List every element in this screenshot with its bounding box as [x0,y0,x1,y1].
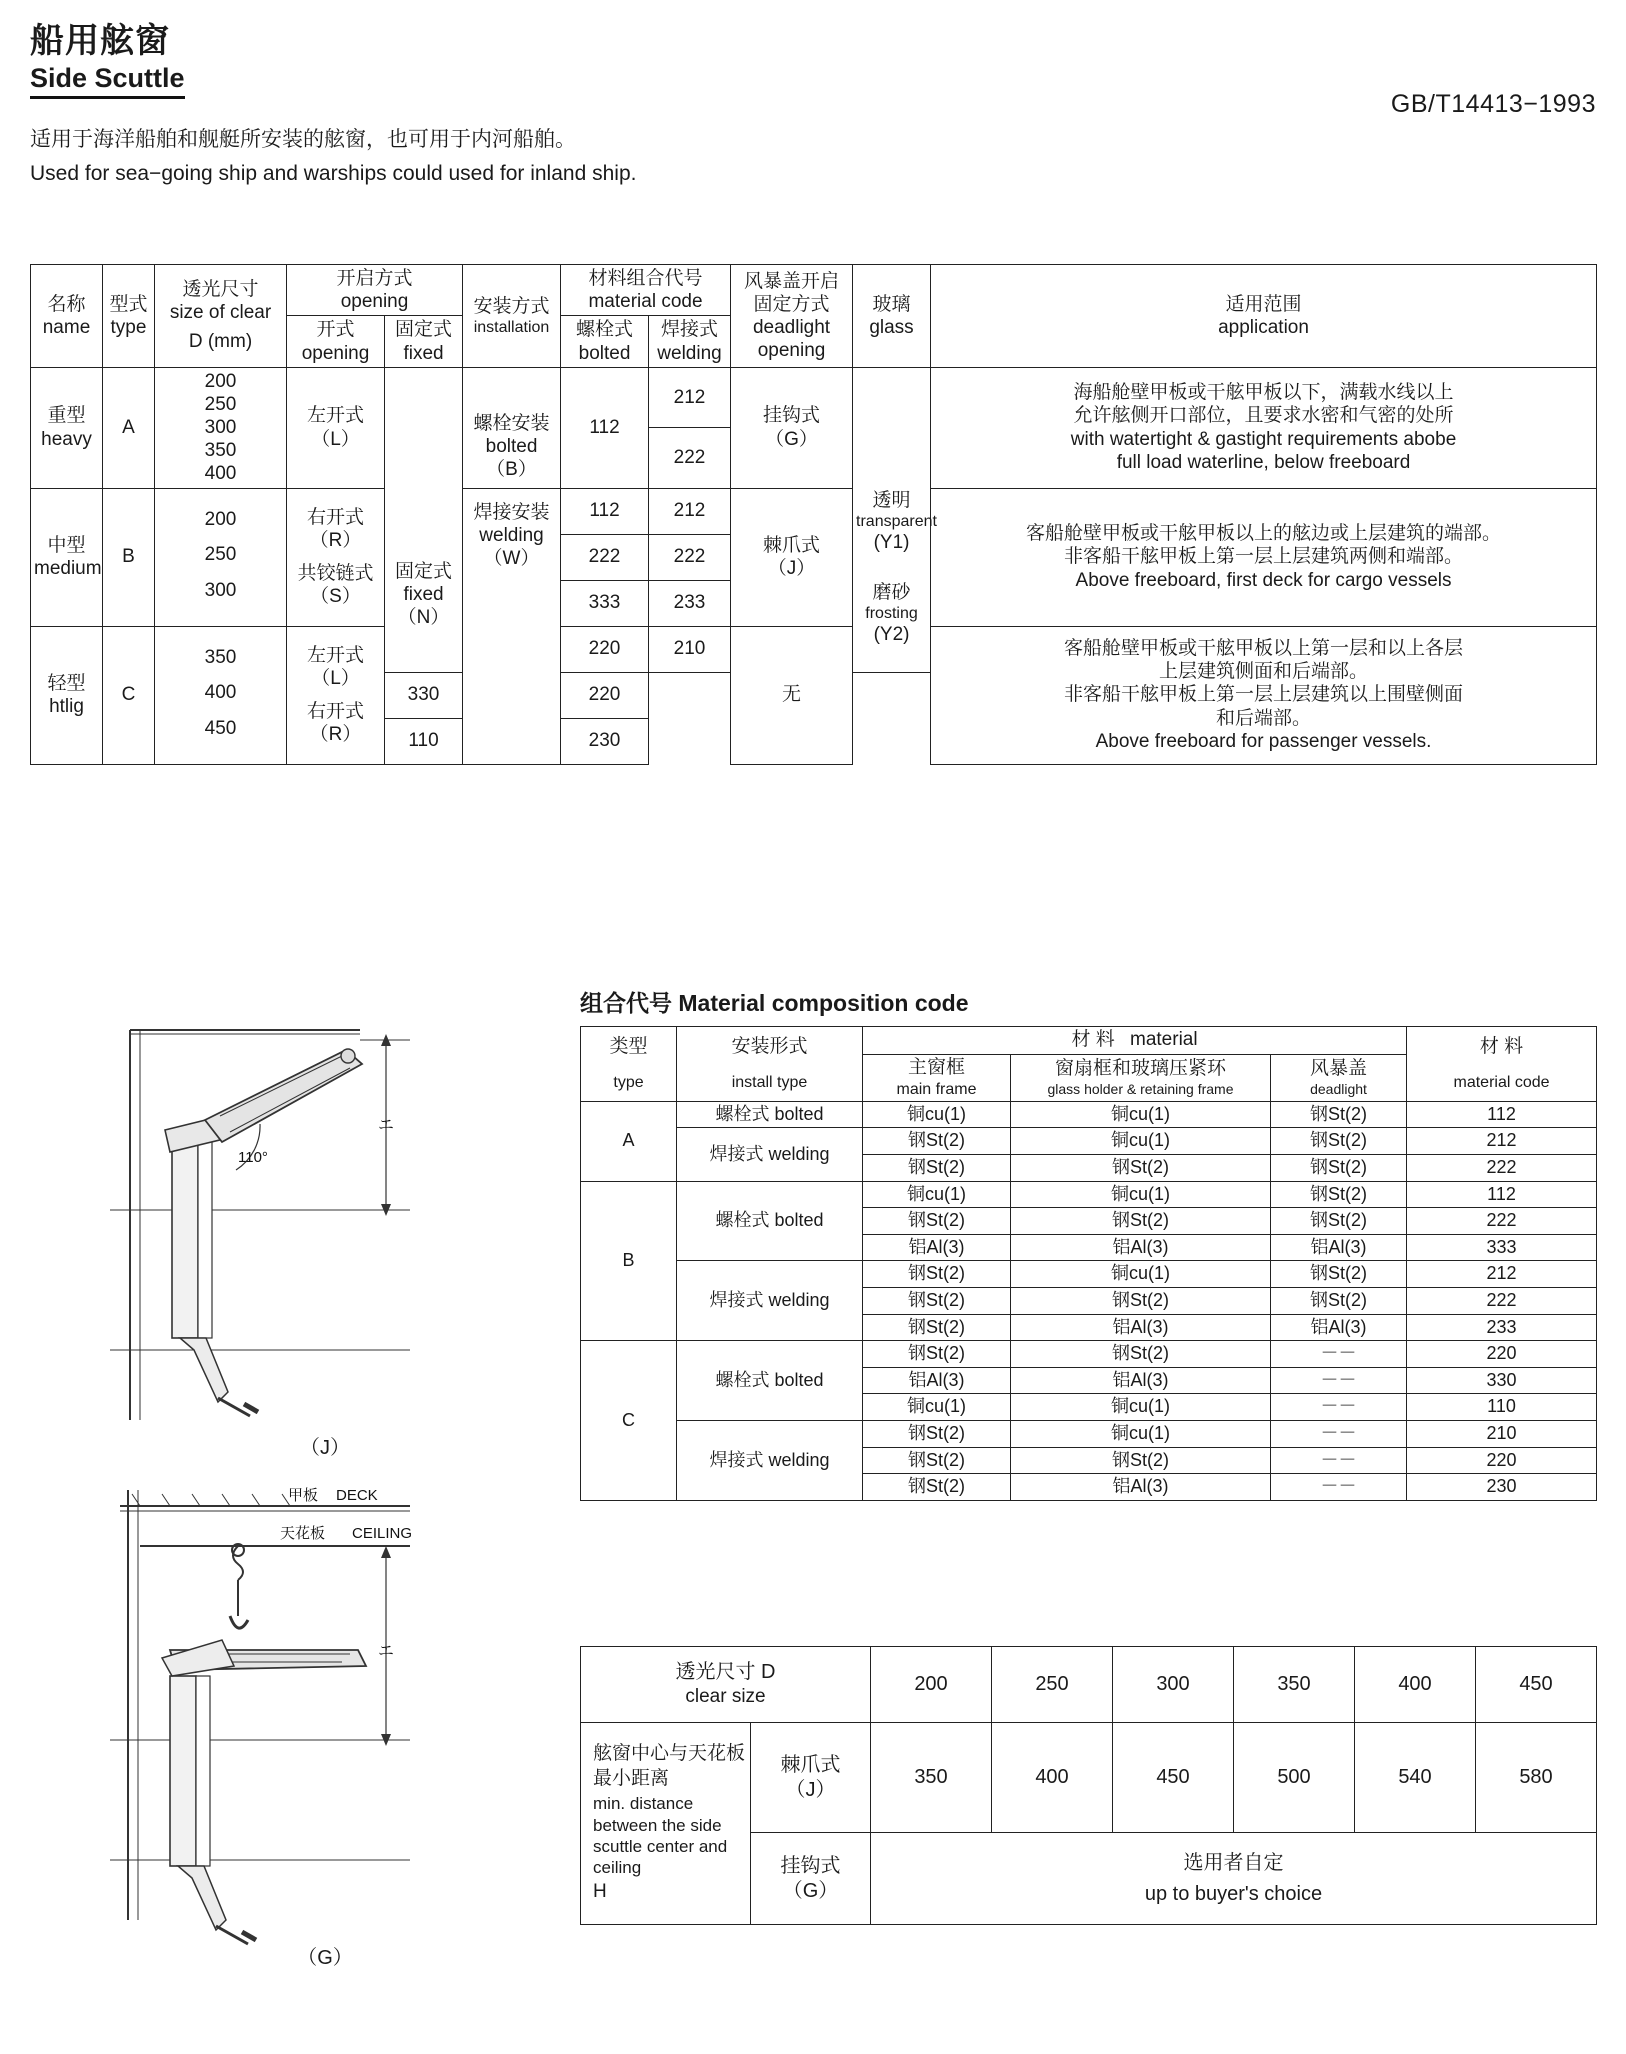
mcc-dead: －－ [1271,1394,1407,1421]
mcc-code: 112 [1407,1101,1597,1128]
cell-welding-code-b2: 222 [649,534,731,580]
mcc-dead: 钢St(2) [1271,1181,1407,1208]
cell-opening-fixed: 固定式 fixed （N） [385,367,463,672]
mcc-glass: 铝Al(3) [1011,1474,1271,1501]
th-deadlight: 风暴盖开启 固定方式 deadlight opening [731,265,853,368]
mcc-main: 钢St(2) [863,1314,1011,1341]
mcc-type-b: B [581,1181,677,1341]
table-row [31,367,1597,427]
mcc-main: 铜cu(1) [863,1181,1011,1208]
mcc-install-b-bolted: 螺栓式 bolted [677,1181,863,1261]
mcc-dead: 钢St(2) [1271,1128,1407,1155]
table-header-row [31,265,1597,316]
mcc-code: 230 [1407,1474,1597,1501]
mcc-th-type: 类型 type [581,1027,677,1102]
cell-bolted-code-b3: 333 [561,580,649,626]
cell-bolted-code-b2: 222 [561,534,649,580]
mcc-main: 铝Al(3) [863,1234,1011,1261]
cell-opening-left-right: 左开式 （L） 右开式 （R） [287,626,385,764]
cell-sizes-light: 350 400 450 [155,626,287,764]
table-row [31,626,1597,672]
mcc-dead: 钢St(2) [1271,1261,1407,1288]
deck-label-en: DECK [336,1487,378,1504]
mcc-dead: 铝Al(3) [1271,1314,1407,1341]
cell-name-medium: 中型 medium [31,488,103,626]
mcc-th-material: 材 料 material [863,1027,1407,1055]
mcc-main: 铜cu(1) [863,1394,1011,1421]
cs-pawl-value: 350 [871,1723,992,1833]
drawing-pawl-svg [110,1020,540,1450]
cell-welding-code-c3: 230 [561,718,649,764]
mcc-row [581,1341,1597,1368]
cs-row-label: 舷窗中心与天花板最小距离 min. distance between the side scuttle center and ceiling H [581,1723,751,1925]
mcc-code: 212 [1407,1261,1597,1288]
mcc-code: 333 [1407,1234,1597,1261]
mcc-main: 钢St(2) [863,1341,1011,1368]
mcc-type-a: A [581,1101,677,1181]
mcc-glass: 铜cu(1) [1011,1420,1271,1447]
mcc-dead: －－ [1271,1367,1407,1394]
mcc-main: 钢St(2) [863,1420,1011,1447]
mcc-glass: 铝Al(3) [1011,1367,1271,1394]
cs-hook-note: 选用者自定 up to buyer's choice [871,1833,1597,1925]
mcc-glass: 铜cu(1) [1011,1394,1271,1421]
cs-th-clear-size: 透光尺寸 D clear size [581,1647,871,1723]
mcc-install-c-bolted: 螺栓式 bolted [677,1341,863,1421]
deck-label-cn: 甲板 [288,1487,319,1504]
mcc-code: 222 [1407,1287,1597,1314]
th-name: 名称 name [31,265,103,368]
cs-row-pawl [581,1723,1597,1833]
mcc-glass: 钢St(2) [1011,1287,1271,1314]
mcc-glass: 铜cu(1) [1011,1261,1271,1288]
mcc-main: 铜cu(1) [863,1101,1011,1128]
cell-application-medium: 客船舱壁甲板或干舷甲板以上的舷边或上层建筑的端部。 非客船干舷甲板上第一层上层建筑两侧和端部。 Above freeboard, first deck for cargo vessels [931,488,1597,626]
cs-pawl-value: 400 [992,1723,1113,1833]
cell-type-c: C [103,626,155,764]
cell-welding-code-b3: 233 [649,580,731,626]
mcc-main: 铝Al(3) [863,1367,1011,1394]
th-glass: 玻璃 glass [853,265,931,368]
cs-size: 350 [1234,1647,1355,1723]
cell-opening-right-hinge: 右开式 （R） 共铰链式 （S） [287,488,385,626]
cell-bolted-code-c2: 330 [385,672,463,718]
mcc-glass: 铜cu(1) [1011,1181,1271,1208]
mcc-install-b-welding: 焊接式 welding [677,1261,863,1341]
drawing-hook-type [110,1480,540,2000]
th-size: 透光尺寸 size of clear D (mm) [155,265,287,368]
ceiling-label-en: CEILING [352,1525,413,1542]
mcc-code: 212 [1407,1128,1597,1155]
cell-application-heavy: 海船舱壁甲板或干舷甲板以下，满载水线以上 允许舷侧开口部位，且要求水密和气密的处所 with watertight & gastight requirements abobe full load waterline, below freeboard [931,367,1597,488]
mcc-row [581,1181,1597,1208]
specification-table [30,264,1597,765]
th-opening: 开启方式 opening [287,265,463,316]
mcc-glass: 铝Al(3) [1011,1234,1271,1261]
cell-type-a: A [103,367,155,488]
cell-install-bolted: 螺栓安装 bolted （B） [463,367,561,488]
mcc-glass: 铜cu(1) [1011,1101,1271,1128]
cs-pawl-value: 580 [1476,1723,1597,1833]
mcc-main: 钢St(2) [863,1208,1011,1235]
cell-deadlight-a: 挂钩式 （G） [731,367,853,488]
drawing-pawl-type [110,1020,540,1459]
th-installation: 安装方式 installation [463,265,561,368]
cell-name-light: 轻型 htlig [31,626,103,764]
cell-bolted-code-c3: 110 [385,718,463,764]
mcc-glass: 铝Al(3) [1011,1314,1271,1341]
cs-pawl-value: 450 [1113,1723,1234,1833]
th-material-code: 材料组合代号 material code [561,265,731,316]
cs-size: 200 [871,1647,992,1723]
mcc-row [581,1128,1597,1155]
mcc-main: 钢St(2) [863,1128,1011,1155]
th-application: 适用范围 application [931,265,1597,368]
mcc-install-a-welding: 焊接式 welding [677,1128,863,1181]
mcc-row [581,1101,1597,1128]
mcc-code: 210 [1407,1420,1597,1447]
mcc-code: 222 [1407,1154,1597,1181]
drawing-g-caption: （G） [297,1947,353,1969]
angle-label: 110° [238,1149,268,1166]
mcc-install-c-welding: 焊接式 welding [677,1420,863,1500]
cell-welding-code-b1: 212 [649,488,731,534]
mcc-row [581,1261,1597,1288]
cs-size: 300 [1113,1647,1234,1723]
cell-type-b: B [103,488,155,626]
mcc-main: 钢St(2) [863,1261,1011,1288]
cell-welding-code-c1: 210 [649,626,731,672]
dim-label-g: エ [378,1643,395,1660]
mcc-glass: 钢St(2) [1011,1208,1271,1235]
mcc-header-row [581,1027,1597,1055]
th-material-bolted: 螺栓式 bolted [561,316,649,367]
mcc-glass: 铜cu(1) [1011,1128,1271,1155]
cell-sizes-heavy: 200 250 300 350 400 [155,367,287,488]
cell-install-welding: 焊接安装 welding （W） [463,488,561,764]
mcc-dead: 钢St(2) [1271,1154,1407,1181]
mcc-dead: 铝Al(3) [1271,1234,1407,1261]
cs-size: 450 [1476,1647,1597,1723]
table-row [31,488,1597,534]
mcc-dead: 钢St(2) [1271,1208,1407,1235]
clear-size-table [580,1646,1597,1925]
cell-welding-code-a2: 222 [649,428,731,488]
page-title-en: Side Scuttle [30,63,185,99]
mcc-type-c: C [581,1341,677,1501]
mcc-th-code: 材 料 material code [1407,1027,1597,1102]
intro-text-en: Used for sea−going ship and warships could used for inland ship. [30,162,637,186]
cell-bolted-code-c1: 220 [561,626,649,672]
drawing-j-caption: （J） [300,1437,350,1459]
intro-text-cn: 适用于海洋船舶和舰艇所安装的舷窗，也可用于内河船舶。 [30,128,576,152]
mcc-dead: 钢St(2) [1271,1287,1407,1314]
mcc-install-a-bolted: 螺栓式 bolted [677,1101,863,1128]
cell-bolted-code-a: 112 [561,367,649,488]
cs-hook-label: 挂钩式 （G） [751,1833,871,1925]
th-material-welding: 焊接式 welding [649,316,731,367]
mcc-glass: 钢St(2) [1011,1341,1271,1368]
mcc-dead: －－ [1271,1474,1407,1501]
mcc-code: 233 [1407,1314,1597,1341]
dim-label-j: エ [378,1117,395,1134]
cell-opening-left: 左开式 （L） [287,367,385,488]
cs-pawl-value: 540 [1355,1723,1476,1833]
page-title-cn: 船用舷窗 [30,22,170,60]
cell-welding-code-a1: 212 [649,367,731,427]
mcc-main: 钢St(2) [863,1447,1011,1474]
mcc-code: 220 [1407,1341,1597,1368]
cell-application-light: 客船舱壁甲板或干舷甲板以上第一层和以上各层 上层建筑侧面和后端部。 非客船干舷甲板上第一层上层建筑以上围壁侧面 和后端部。 Above freeboard for passenger vessels. [931,626,1597,764]
cs-size: 250 [992,1647,1113,1723]
cs-pawl-value: 500 [1234,1723,1355,1833]
mcc-dead: －－ [1271,1420,1407,1447]
material-composition-title: 组合代号 Material composition code [580,990,969,1016]
mcc-code: 220 [1407,1447,1597,1474]
mcc-glass: 钢St(2) [1011,1447,1271,1474]
mcc-th-glass-holder: 窗扇框和玻璃压紧环 glass holder & retaining frame [1011,1054,1271,1101]
mcc-main: 钢St(2) [863,1287,1011,1314]
mcc-main: 钢St(2) [863,1474,1011,1501]
th-type: 型式 type [103,265,155,368]
mcc-code: 330 [1407,1367,1597,1394]
th-opening-open: 开式 opening [287,316,385,367]
cell-deadlight-c: 无 [731,626,853,764]
cell-sizes-medium: 200 250 300 [155,488,287,626]
standard-code: GB/T14413−1993 [1390,90,1596,118]
mcc-row [581,1420,1597,1447]
mcc-th-main-frame: 主窗框 main frame [863,1054,1011,1101]
mcc-code: 110 [1407,1394,1597,1421]
cs-header-row [581,1647,1597,1723]
cell-deadlight-b: 棘爪式 （J） [731,488,853,626]
mcc-code: 222 [1407,1208,1597,1235]
mcc-dead: 钢St(2) [1271,1101,1407,1128]
material-composition-table [580,1026,1597,1501]
mcc-dead: －－ [1271,1341,1407,1368]
page-header [30,22,1596,186]
cs-pawl-label: 棘爪式 （J） [751,1723,871,1833]
mcc-dead: －－ [1271,1447,1407,1474]
cs-size: 400 [1355,1647,1476,1723]
mcc-code: 112 [1407,1181,1597,1208]
th-opening-fixed: 固定式 fixed [385,316,463,367]
mcc-th-deadlight: 风暴盖 deadlight [1271,1054,1407,1101]
cell-name-heavy: 重型 heavy [31,367,103,488]
cell-glass: 透明 transparent (Y1) 磨砂 frosting (Y2) [853,367,931,672]
drawing-hook-svg [110,1480,540,1950]
ceiling-label-cn: 天花板 [280,1525,326,1542]
mcc-glass: 钢St(2) [1011,1154,1271,1181]
mcc-th-install: 安装形式 install type [677,1027,863,1102]
cell-bolted-code-b1: 112 [561,488,649,534]
mcc-main: 钢St(2) [863,1154,1011,1181]
cell-welding-code-c2: 220 [561,672,649,718]
